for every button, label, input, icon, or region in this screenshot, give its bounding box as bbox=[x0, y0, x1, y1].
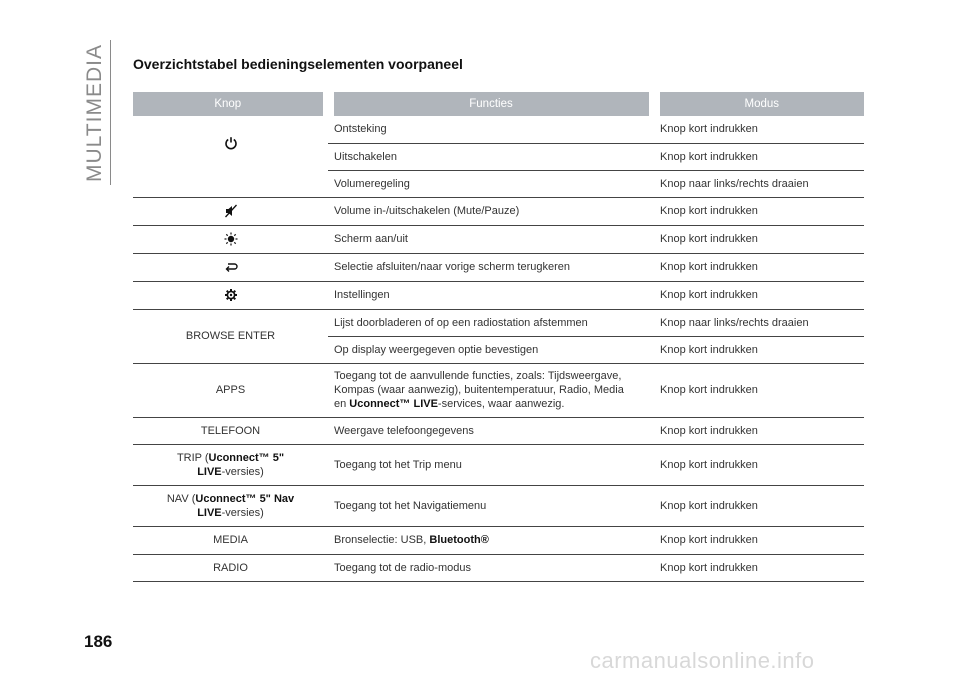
function-text: Toegang tot de aanvullende functies, zoals: Tijdsweergave, bbox=[334, 370, 622, 382]
table-row bbox=[133, 197, 864, 225]
knob-media: MEDIA bbox=[133, 526, 328, 554]
power-icon bbox=[224, 136, 238, 150]
function-text: en bbox=[334, 398, 350, 410]
page-title: Overzichtstabel bedieningselementen voorpaneel bbox=[133, 56, 463, 72]
function-cell: Lijst doorbladeren of op een radiostation afstemmen bbox=[328, 309, 654, 336]
function-cell: Uitschakelen bbox=[328, 143, 654, 170]
header-functions: Functies bbox=[328, 92, 654, 116]
function-cell: Instellingen bbox=[328, 281, 654, 309]
knob-power bbox=[133, 116, 328, 170]
function-cell: Toegang tot het Navigatiemenu bbox=[328, 485, 654, 526]
mode-cell: Knop kort indrukken bbox=[654, 417, 864, 444]
table-row bbox=[133, 170, 864, 197]
page-number: 186 bbox=[84, 632, 113, 651]
knob-text: TRIP ( bbox=[176, 451, 209, 464]
function-cell: Scherm aan/uit bbox=[328, 225, 654, 253]
header-mode: Modus bbox=[654, 92, 864, 116]
mode-cell: Knop naar links/rechts draaien bbox=[654, 170, 864, 197]
table-row bbox=[133, 309, 864, 336]
function-cell bbox=[328, 363, 654, 417]
screen-brightness-icon bbox=[224, 232, 238, 246]
knob-nav bbox=[133, 485, 328, 526]
mode-cell: Knop kort indrukken bbox=[654, 281, 864, 309]
table-row bbox=[133, 554, 864, 581]
function-cell: Selectie afsluiten/naar vorige scherm terugkeren bbox=[328, 253, 654, 281]
mode-cell: Knop kort indrukken bbox=[654, 253, 864, 281]
mode-cell: Knop kort indrukken bbox=[654, 554, 864, 581]
knob-settings bbox=[133, 281, 328, 309]
function-cell: Ontsteking bbox=[328, 116, 654, 143]
mode-cell: Knop kort indrukken bbox=[654, 197, 864, 225]
function-text: Bronselectie: USB, bbox=[334, 534, 430, 546]
knob-screen bbox=[133, 225, 328, 253]
mute-icon bbox=[224, 204, 238, 218]
knob-apps: APPS bbox=[133, 363, 328, 417]
table-row bbox=[133, 417, 864, 444]
table-row bbox=[133, 526, 864, 554]
function-cell: Op display weergegeven optie bevestigen bbox=[328, 336, 654, 363]
table-header bbox=[133, 92, 864, 116]
knob-mute bbox=[133, 197, 328, 225]
controls-table bbox=[133, 92, 864, 582]
knob-radio: RADIO bbox=[133, 554, 328, 581]
knob-text-bold: Uconnect™ 5" bbox=[208, 451, 285, 464]
table-row bbox=[133, 363, 864, 417]
knob-trip bbox=[133, 444, 328, 485]
function-cell: Volumeregeling bbox=[328, 170, 654, 197]
knob-text: -versies) bbox=[221, 506, 264, 519]
mode-cell: Knop kort indrukken bbox=[654, 336, 864, 363]
knob-text-bold: Uconnect™ 5" Nav bbox=[195, 492, 295, 505]
function-cell: Volume in-/uitschakelen (Mute/Pauze) bbox=[328, 197, 654, 225]
function-text-bold: Uconnect™ LIVE bbox=[349, 398, 438, 410]
section-label: MULTIMEDIA bbox=[83, 43, 107, 182]
mode-cell: Knop kort indrukken bbox=[654, 363, 864, 417]
knob-text: -versies) bbox=[221, 465, 264, 478]
knob-back bbox=[133, 253, 328, 281]
table-row bbox=[133, 444, 864, 485]
mode-cell: Knop kort indrukken bbox=[654, 526, 864, 554]
function-cell: Toegang tot de radio-modus bbox=[328, 554, 654, 581]
mode-cell: Knop kort indrukken bbox=[654, 485, 864, 526]
table-row bbox=[133, 225, 864, 253]
mode-cell: Knop naar links/rechts draaien bbox=[654, 309, 864, 336]
function-cell: Weergave telefoongegevens bbox=[328, 417, 654, 444]
function-cell: Toegang tot het Trip menu bbox=[328, 444, 654, 485]
section-divider bbox=[110, 40, 111, 185]
knob-power-volume bbox=[133, 170, 328, 197]
back-arrow-icon bbox=[224, 260, 238, 274]
mode-cell: Knop kort indrukken bbox=[654, 444, 864, 485]
mode-cell: Knop kort indrukken bbox=[654, 225, 864, 253]
header-knob: Knop bbox=[133, 92, 328, 116]
function-cell bbox=[328, 526, 654, 554]
watermark: carmanualsonline.info bbox=[590, 648, 815, 673]
knob-text-bold: LIVE bbox=[197, 506, 222, 519]
mode-cell: Knop kort indrukken bbox=[654, 143, 864, 170]
knob-text: NAV ( bbox=[166, 492, 196, 505]
table-row bbox=[133, 253, 864, 281]
table-row bbox=[133, 116, 864, 143]
knob-text-bold: LIVE bbox=[197, 465, 222, 478]
table-row bbox=[133, 485, 864, 526]
function-text: Kompas (waar aanwezig), buitentemperatuur, Radio, Media bbox=[334, 384, 624, 396]
mode-cell: Knop kort indrukken bbox=[654, 116, 864, 143]
table-row bbox=[133, 281, 864, 309]
knob-browse: BROWSE ENTER bbox=[133, 309, 328, 363]
function-text: -services, waar aanwezig. bbox=[437, 398, 565, 410]
knob-phone: TELEFOON bbox=[133, 417, 328, 444]
settings-gear-icon bbox=[224, 288, 238, 302]
function-text-bold: Bluetooth® bbox=[429, 534, 489, 546]
